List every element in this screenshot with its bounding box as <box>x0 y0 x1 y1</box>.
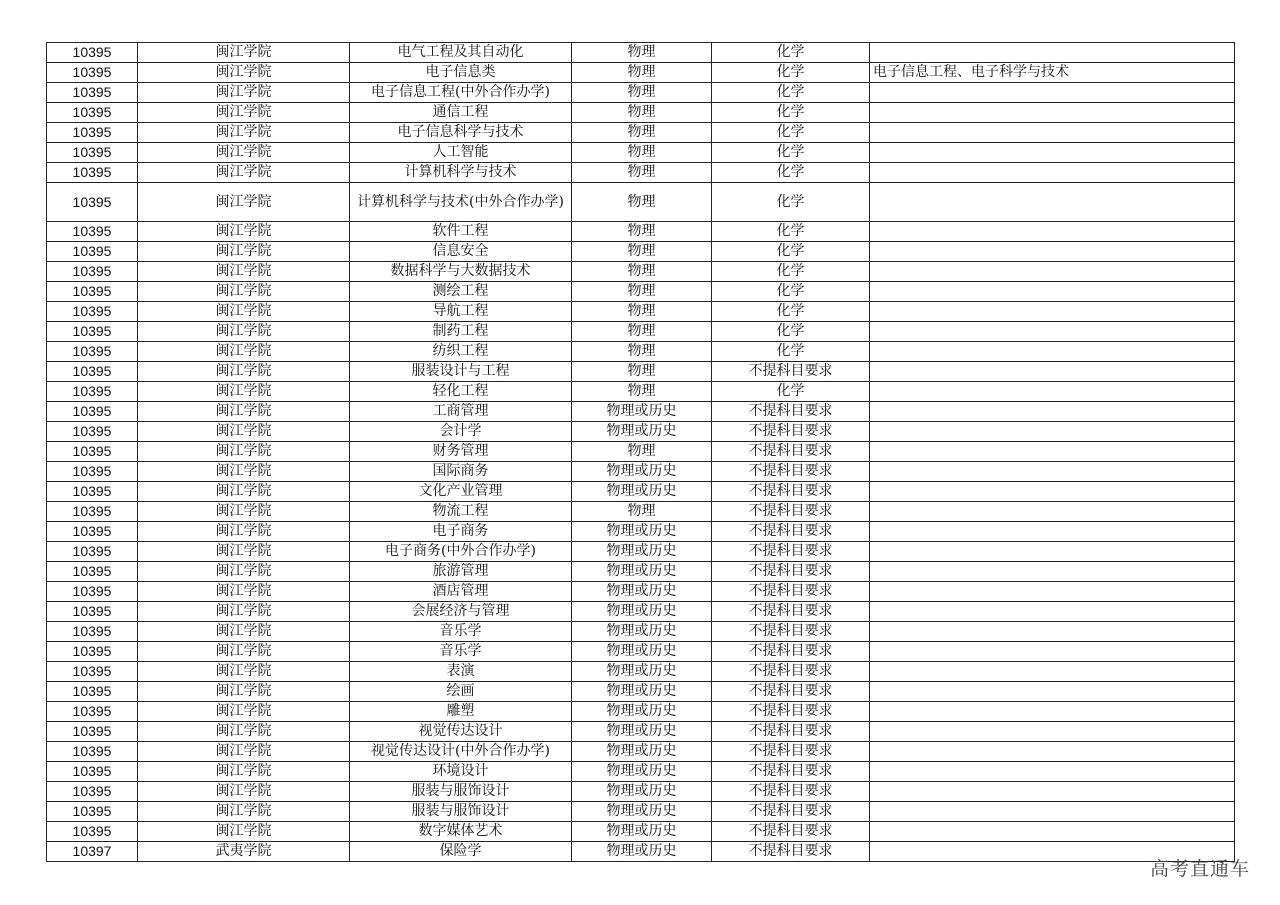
major-name-cell: 服装设计与工程 <box>350 362 572 382</box>
primary-subject-cell: 物理 <box>572 262 712 282</box>
table-row <box>47 542 1235 562</box>
secondary-subject-cell: 不提科目要求 <box>712 702 870 722</box>
major-group-note-cell <box>870 462 1235 482</box>
major-name-cell: 服装与服饰设计 <box>350 802 572 822</box>
table-row <box>47 662 1235 682</box>
secondary-subject-cell: 化学 <box>712 322 870 342</box>
school-code-cell: 10395 <box>47 582 138 602</box>
secondary-subject-cell: 化学 <box>712 63 870 83</box>
major-group-note-cell <box>870 562 1235 582</box>
school-code-cell: 10395 <box>47 83 138 103</box>
school-name-cell: 闽江学院 <box>138 742 350 762</box>
school-code-cell: 10395 <box>47 262 138 282</box>
table-row <box>47 163 1235 183</box>
school-name-cell: 闽江学院 <box>138 462 350 482</box>
major-name-cell: 数字媒体艺术 <box>350 822 572 842</box>
school-code-cell: 10395 <box>47 342 138 362</box>
major-name-cell: 纺织工程 <box>350 342 572 362</box>
school-name-cell: 闽江学院 <box>138 163 350 183</box>
primary-subject-cell: 物理或历史 <box>572 642 712 662</box>
primary-subject-cell: 物理或历史 <box>572 602 712 622</box>
major-name-cell: 信息安全 <box>350 242 572 262</box>
major-name-cell: 轻化工程 <box>350 382 572 402</box>
secondary-subject-cell: 化学 <box>712 262 870 282</box>
school-name-cell: 闽江学院 <box>138 602 350 622</box>
school-code-cell: 10395 <box>47 103 138 123</box>
major-group-note-cell <box>870 143 1235 163</box>
table-row <box>47 422 1235 442</box>
table-row <box>47 462 1235 482</box>
primary-subject-cell: 物理 <box>572 43 712 63</box>
major-group-note-cell <box>870 83 1235 103</box>
major-name-cell: 物流工程 <box>350 502 572 522</box>
secondary-subject-cell: 不提科目要求 <box>712 822 870 842</box>
primary-subject-cell: 物理或历史 <box>572 822 712 842</box>
secondary-subject-cell: 化学 <box>712 103 870 123</box>
secondary-subject-cell: 不提科目要求 <box>712 462 870 482</box>
secondary-subject-cell: 不提科目要求 <box>712 582 870 602</box>
secondary-subject-cell: 化学 <box>712 143 870 163</box>
table-row <box>47 842 1235 862</box>
primary-subject-cell: 物理 <box>572 302 712 322</box>
secondary-subject-cell: 不提科目要求 <box>712 622 870 642</box>
table-row <box>47 83 1235 103</box>
major-group-note-cell <box>870 742 1235 762</box>
school-name-cell: 闽江学院 <box>138 802 350 822</box>
secondary-subject-cell: 不提科目要求 <box>712 482 870 502</box>
table-row <box>47 742 1235 762</box>
major-group-note-cell <box>870 582 1235 602</box>
table-row <box>47 702 1235 722</box>
primary-subject-cell: 物理或历史 <box>572 682 712 702</box>
primary-subject-cell: 物理 <box>572 123 712 143</box>
major-group-note-cell <box>870 702 1235 722</box>
school-code-cell: 10395 <box>47 822 138 842</box>
secondary-subject-cell: 不提科目要求 <box>712 742 870 762</box>
school-name-cell: 闽江学院 <box>138 63 350 83</box>
primary-subject-cell: 物理 <box>572 502 712 522</box>
major-group-note-cell <box>870 262 1235 282</box>
secondary-subject-cell: 不提科目要求 <box>712 842 870 862</box>
school-name-cell: 闽江学院 <box>138 43 350 63</box>
major-name-cell: 旅游管理 <box>350 562 572 582</box>
table-row <box>47 522 1235 542</box>
table-row <box>47 222 1235 242</box>
table-row <box>47 242 1235 262</box>
table-row <box>47 802 1235 822</box>
school-code-cell: 10395 <box>47 722 138 742</box>
major-name-cell: 文化产业管理 <box>350 482 572 502</box>
major-group-note-cell <box>870 502 1235 522</box>
school-code-cell: 10395 <box>47 322 138 342</box>
primary-subject-cell: 物理或历史 <box>572 662 712 682</box>
major-name-cell: 通信工程 <box>350 103 572 123</box>
school-code-cell: 10395 <box>47 522 138 542</box>
secondary-subject-cell: 化学 <box>712 282 870 302</box>
school-code-cell: 10395 <box>47 163 138 183</box>
major-name-cell: 绘画 <box>350 682 572 702</box>
school-name-cell: 闽江学院 <box>138 702 350 722</box>
secondary-subject-cell: 不提科目要求 <box>712 642 870 662</box>
primary-subject-cell: 物理或历史 <box>572 542 712 562</box>
table-row <box>47 63 1235 83</box>
school-name-cell: 闽江学院 <box>138 222 350 242</box>
table-row <box>47 762 1235 782</box>
school-code-cell: 10395 <box>47 222 138 242</box>
table-row <box>47 822 1235 842</box>
secondary-subject-cell: 化学 <box>712 302 870 322</box>
school-name-cell: 闽江学院 <box>138 362 350 382</box>
school-name-cell: 闽江学院 <box>138 762 350 782</box>
table-row <box>47 103 1235 123</box>
school-name-cell: 闽江学院 <box>138 342 350 362</box>
secondary-subject-cell: 化学 <box>712 342 870 362</box>
primary-subject-cell: 物理 <box>572 222 712 242</box>
table-row <box>47 482 1235 502</box>
school-code-cell: 10395 <box>47 442 138 462</box>
major-group-note-cell <box>870 183 1235 222</box>
primary-subject-cell: 物理或历史 <box>572 782 712 802</box>
school-name-cell: 闽江学院 <box>138 522 350 542</box>
major-group-note-cell <box>870 302 1235 322</box>
school-code-cell: 10395 <box>47 422 138 442</box>
school-name-cell: 闽江学院 <box>138 562 350 582</box>
table-row <box>47 722 1235 742</box>
secondary-subject-cell: 不提科目要求 <box>712 782 870 802</box>
school-name-cell: 闽江学院 <box>138 382 350 402</box>
major-group-note-cell <box>870 642 1235 662</box>
secondary-subject-cell: 不提科目要求 <box>712 682 870 702</box>
school-code-cell: 10395 <box>47 462 138 482</box>
school-name-cell: 闽江学院 <box>138 662 350 682</box>
school-code-cell: 10395 <box>47 602 138 622</box>
secondary-subject-cell: 不提科目要求 <box>712 362 870 382</box>
school-name-cell: 闽江学院 <box>138 262 350 282</box>
school-name-cell: 闽江学院 <box>138 502 350 522</box>
school-name-cell: 闽江学院 <box>138 722 350 742</box>
secondary-subject-cell: 化学 <box>712 123 870 143</box>
table-row <box>47 123 1235 143</box>
major-name-cell: 雕塑 <box>350 702 572 722</box>
major-name-cell: 会计学 <box>350 422 572 442</box>
major-group-note-cell <box>870 103 1235 123</box>
school-code-cell: 10397 <box>47 842 138 862</box>
primary-subject-cell: 物理或历史 <box>572 622 712 642</box>
school-name-cell: 闽江学院 <box>138 822 350 842</box>
primary-subject-cell: 物理 <box>572 83 712 103</box>
school-name-cell: 闽江学院 <box>138 103 350 123</box>
secondary-subject-cell: 不提科目要求 <box>712 542 870 562</box>
primary-subject-cell: 物理 <box>572 442 712 462</box>
primary-subject-cell: 物理 <box>572 143 712 163</box>
table-row <box>47 143 1235 163</box>
table-row <box>47 342 1235 362</box>
watermark-text: 高考直通车 <box>1149 858 1250 880</box>
school-code-cell: 10395 <box>47 542 138 562</box>
school-name-cell: 闽江学院 <box>138 242 350 262</box>
school-name-cell: 闽江学院 <box>138 422 350 442</box>
major-name-cell: 数据科学与大数据技术 <box>350 262 572 282</box>
primary-subject-cell: 物理或历史 <box>572 742 712 762</box>
secondary-subject-cell: 化学 <box>712 242 870 262</box>
major-group-note-cell <box>870 382 1235 402</box>
major-name-cell: 音乐学 <box>350 622 572 642</box>
school-code-cell: 10395 <box>47 662 138 682</box>
secondary-subject-cell: 不提科目要求 <box>712 442 870 462</box>
major-name-cell: 表演 <box>350 662 572 682</box>
table-row <box>47 602 1235 622</box>
primary-subject-cell: 物理 <box>572 282 712 302</box>
major-group-note-cell <box>870 163 1235 183</box>
primary-subject-cell: 物理 <box>572 362 712 382</box>
secondary-subject-cell: 化学 <box>712 183 870 222</box>
primary-subject-cell: 物理或历史 <box>572 562 712 582</box>
major-name-cell: 音乐学 <box>350 642 572 662</box>
table-row <box>47 562 1235 582</box>
school-name-cell: 闽江学院 <box>138 542 350 562</box>
major-name-cell: 电子信息类 <box>350 63 572 83</box>
major-group-note-cell <box>870 322 1235 342</box>
school-code-cell: 10395 <box>47 143 138 163</box>
major-name-cell: 财务管理 <box>350 442 572 462</box>
major-name-cell: 电气工程及其自动化 <box>350 43 572 63</box>
primary-subject-cell: 物理 <box>572 382 712 402</box>
major-name-cell: 测绘工程 <box>350 282 572 302</box>
secondary-subject-cell: 不提科目要求 <box>712 722 870 742</box>
table-row <box>47 442 1235 462</box>
table-row <box>47 322 1235 342</box>
school-name-cell: 闽江学院 <box>138 282 350 302</box>
secondary-subject-cell: 不提科目要求 <box>712 522 870 542</box>
major-name-cell: 会展经济与管理 <box>350 602 572 622</box>
secondary-subject-cell: 不提科目要求 <box>712 762 870 782</box>
school-name-cell: 闽江学院 <box>138 642 350 662</box>
school-name-cell: 闽江学院 <box>138 83 350 103</box>
primary-subject-cell: 物理 <box>572 242 712 262</box>
major-group-note-cell <box>870 542 1235 562</box>
school-code-cell: 10395 <box>47 123 138 143</box>
school-name-cell: 闽江学院 <box>138 782 350 802</box>
subject-requirements-table <box>46 42 1235 862</box>
school-name-cell: 闽江学院 <box>138 442 350 462</box>
table-row <box>47 262 1235 282</box>
table-row <box>47 362 1235 382</box>
school-code-cell: 10395 <box>47 482 138 502</box>
secondary-subject-cell: 化学 <box>712 222 870 242</box>
school-name-cell: 闽江学院 <box>138 302 350 322</box>
major-group-note-cell <box>870 362 1235 382</box>
major-group-note-cell <box>870 422 1235 442</box>
secondary-subject-cell: 化学 <box>712 43 870 63</box>
major-group-note-cell <box>870 442 1235 462</box>
school-code-cell: 10395 <box>47 282 138 302</box>
primary-subject-cell: 物理 <box>572 163 712 183</box>
major-name-cell: 人工智能 <box>350 143 572 163</box>
major-group-note-cell <box>870 402 1235 422</box>
secondary-subject-cell: 化学 <box>712 163 870 183</box>
school-code-cell: 10395 <box>47 302 138 322</box>
primary-subject-cell: 物理或历史 <box>572 802 712 822</box>
primary-subject-cell: 物理或历史 <box>572 522 712 542</box>
major-group-note-cell <box>870 722 1235 742</box>
major-group-note-cell <box>870 123 1235 143</box>
primary-subject-cell: 物理或历史 <box>572 402 712 422</box>
secondary-subject-cell: 化学 <box>712 382 870 402</box>
school-code-cell: 10395 <box>47 43 138 63</box>
school-name-cell: 闽江学院 <box>138 183 350 222</box>
major-name-cell: 保险学 <box>350 842 572 862</box>
primary-subject-cell: 物理 <box>572 103 712 123</box>
secondary-subject-cell: 不提科目要求 <box>712 662 870 682</box>
major-name-cell: 视觉传达设计 <box>350 722 572 742</box>
major-group-note-cell <box>870 622 1235 642</box>
school-code-cell: 10395 <box>47 642 138 662</box>
primary-subject-cell: 物理 <box>572 342 712 362</box>
major-name-cell: 国际商务 <box>350 462 572 482</box>
school-name-cell: 武夷学院 <box>138 842 350 862</box>
school-name-cell: 闽江学院 <box>138 402 350 422</box>
major-group-note-cell <box>870 802 1235 822</box>
major-group-note-cell <box>870 602 1235 622</box>
secondary-subject-cell: 不提科目要求 <box>712 402 870 422</box>
school-code-cell: 10395 <box>47 402 138 422</box>
table-row <box>47 682 1235 702</box>
table-row <box>47 502 1235 522</box>
school-code-cell: 10395 <box>47 802 138 822</box>
major-group-note-cell <box>870 762 1235 782</box>
table-row <box>47 402 1235 422</box>
school-code-cell: 10395 <box>47 242 138 262</box>
major-name-cell: 服装与服饰设计 <box>350 782 572 802</box>
table-body <box>47 43 1235 862</box>
secondary-subject-cell: 不提科目要求 <box>712 422 870 442</box>
school-code-cell: 10395 <box>47 183 138 222</box>
major-group-note-cell <box>870 662 1235 682</box>
major-name-cell: 酒店管理 <box>350 582 572 602</box>
school-code-cell: 10395 <box>47 562 138 582</box>
table-row <box>47 622 1235 642</box>
major-group-note-cell <box>870 282 1235 302</box>
primary-subject-cell: 物理或历史 <box>572 582 712 602</box>
table-row <box>47 642 1235 662</box>
primary-subject-cell: 物理或历史 <box>572 762 712 782</box>
school-code-cell: 10395 <box>47 702 138 722</box>
major-group-note-cell <box>870 682 1235 702</box>
major-group-note-cell: 电子信息工程、电子科学与技术 <box>870 63 1235 83</box>
table-row <box>47 582 1235 602</box>
secondary-subject-cell: 不提科目要求 <box>712 802 870 822</box>
school-name-cell: 闽江学院 <box>138 482 350 502</box>
primary-subject-cell: 物理或历史 <box>572 462 712 482</box>
major-name-cell: 导航工程 <box>350 302 572 322</box>
major-name-cell: 工商管理 <box>350 402 572 422</box>
major-name-cell: 环境设计 <box>350 762 572 782</box>
primary-subject-cell: 物理 <box>572 322 712 342</box>
secondary-subject-cell: 不提科目要求 <box>712 502 870 522</box>
major-group-note-cell <box>870 782 1235 802</box>
table-row <box>47 282 1235 302</box>
school-name-cell: 闽江学院 <box>138 682 350 702</box>
major-name-cell: 视觉传达设计(中外合作办学) <box>350 742 572 762</box>
major-group-note-cell <box>870 342 1235 362</box>
school-code-cell: 10395 <box>47 502 138 522</box>
major-group-note-cell <box>870 522 1235 542</box>
major-group-note-cell <box>870 222 1235 242</box>
school-code-cell: 10395 <box>47 362 138 382</box>
major-name-cell: 计算机科学与技术 <box>350 163 572 183</box>
primary-subject-cell: 物理 <box>572 63 712 83</box>
secondary-subject-cell: 化学 <box>712 83 870 103</box>
primary-subject-cell: 物理或历史 <box>572 722 712 742</box>
primary-subject-cell: 物理或历史 <box>572 842 712 862</box>
major-group-note-cell <box>870 482 1235 502</box>
school-code-cell: 10395 <box>47 382 138 402</box>
school-code-cell: 10395 <box>47 682 138 702</box>
major-name-cell: 电子商务(中外合作办学) <box>350 542 572 562</box>
school-name-cell: 闽江学院 <box>138 143 350 163</box>
major-group-note-cell <box>870 242 1235 262</box>
major-group-note-cell <box>870 822 1235 842</box>
school-code-cell: 10395 <box>47 622 138 642</box>
major-name-cell: 计算机科学与技术(中外合作办学) <box>350 183 572 222</box>
primary-subject-cell: 物理 <box>572 183 712 222</box>
primary-subject-cell: 物理或历史 <box>572 422 712 442</box>
major-group-note-cell <box>870 43 1235 63</box>
school-code-cell: 10395 <box>47 782 138 802</box>
table-row <box>47 183 1235 222</box>
major-name-cell: 制药工程 <box>350 322 572 342</box>
table-row <box>47 782 1235 802</box>
primary-subject-cell: 物理或历史 <box>572 702 712 722</box>
table-row <box>47 43 1235 63</box>
school-name-cell: 闽江学院 <box>138 582 350 602</box>
major-name-cell: 电子信息工程(中外合作办学) <box>350 83 572 103</box>
school-name-cell: 闽江学院 <box>138 322 350 342</box>
primary-subject-cell: 物理或历史 <box>572 482 712 502</box>
secondary-subject-cell: 不提科目要求 <box>712 562 870 582</box>
major-name-cell: 电子信息科学与技术 <box>350 123 572 143</box>
table-row <box>47 382 1235 402</box>
secondary-subject-cell: 不提科目要求 <box>712 602 870 622</box>
school-code-cell: 10395 <box>47 63 138 83</box>
school-name-cell: 闽江学院 <box>138 123 350 143</box>
major-name-cell: 电子商务 <box>350 522 572 542</box>
major-name-cell: 软件工程 <box>350 222 572 242</box>
table-row <box>47 302 1235 322</box>
school-code-cell: 10395 <box>47 762 138 782</box>
school-code-cell: 10395 <box>47 742 138 762</box>
school-name-cell: 闽江学院 <box>138 622 350 642</box>
